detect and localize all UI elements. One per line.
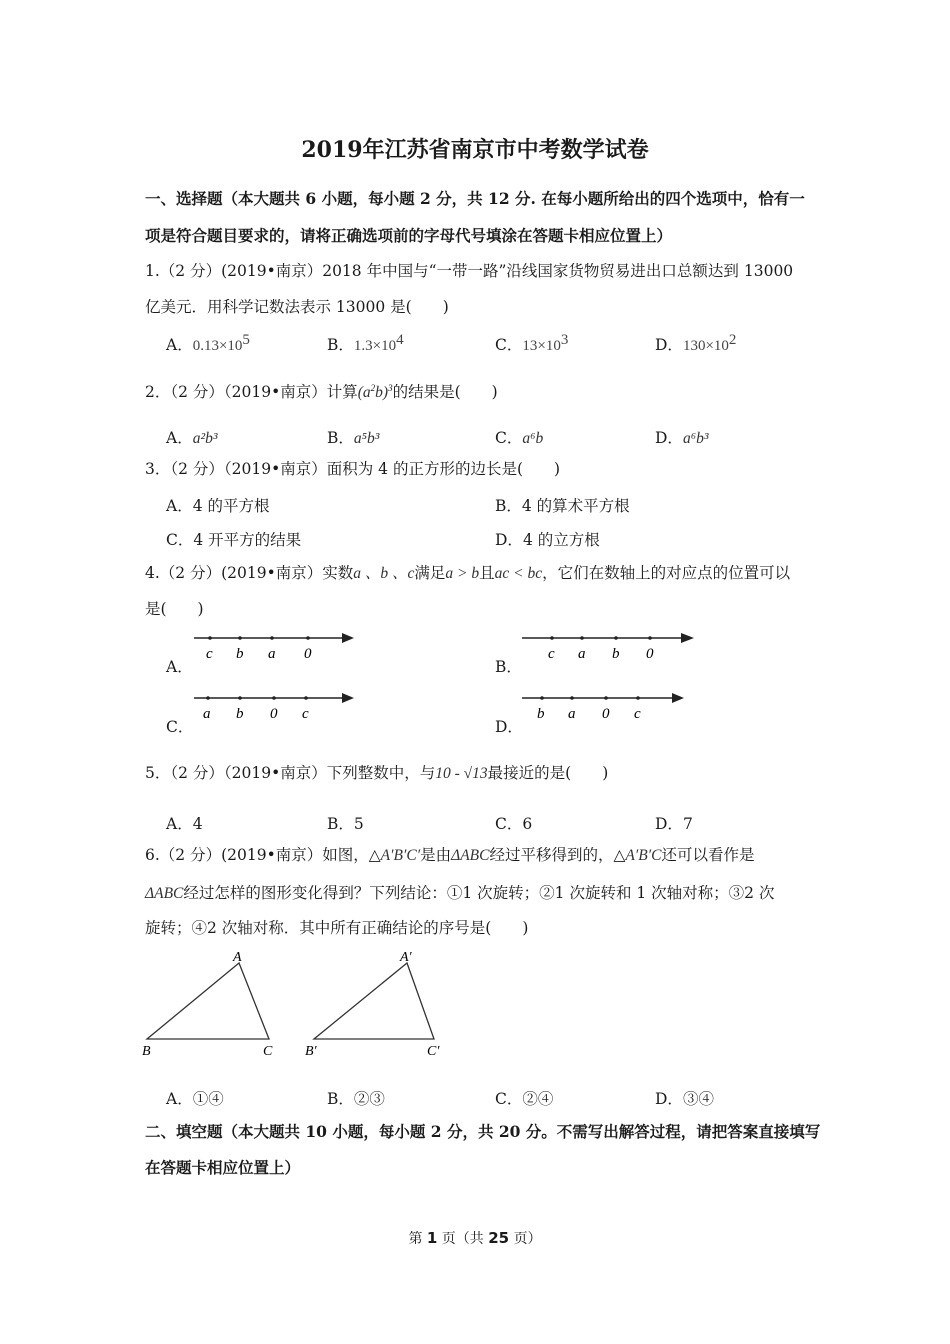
q4-line2: 是( ) xyxy=(145,600,204,618)
point-label: b xyxy=(236,646,244,662)
tick-dot xyxy=(540,696,544,700)
q3-option-c: C．4 开平方的结果 xyxy=(166,531,302,549)
section2-heading-line1: 二、填空题（本大题共 10 小题，每小题 2 分，共 20 分。不需写出解答过程，请把答案直接填写 xyxy=(145,1122,821,1141)
q6-line2: ΔABC经过怎样的图形变化得到？下列结论：①1 次旋转；②1 次旋转和 1 次轴对称；③2 次 xyxy=(145,884,775,902)
q1-option-b: B．$1.3\times 10^4$ xyxy=(327,332,404,355)
tick-dot xyxy=(206,696,210,700)
q3-option-d: D．4 的立方根 xyxy=(495,531,600,549)
q4-numberline-d xyxy=(518,688,688,724)
axis-arrow xyxy=(342,693,354,703)
q6-option-b: B．②③ xyxy=(327,1090,385,1108)
vertex-label-c: C xyxy=(263,1044,273,1059)
point-label: c xyxy=(634,706,641,722)
tick-dot xyxy=(208,636,212,640)
triangle-abc xyxy=(147,963,269,1039)
tick-dot xyxy=(636,696,640,700)
q1-line2: 亿美元．用科学记数法表示 13000 是( ) xyxy=(145,298,449,316)
point-label: b xyxy=(612,646,620,662)
point-label: a xyxy=(203,706,211,722)
axis-arrow xyxy=(672,693,684,703)
point-label: c xyxy=(302,706,309,722)
q5-option-a: A．4 xyxy=(166,815,203,833)
q4-option-a-label: A． xyxy=(166,658,193,676)
q1-option-c: C．$13\times 10^3$ xyxy=(495,332,569,355)
q2-option-c: C．a⁶b xyxy=(495,429,544,447)
point-label: b xyxy=(236,706,244,722)
tick-dot xyxy=(570,696,574,700)
page-total: 25 xyxy=(488,1229,510,1247)
q4-line1: 4.（2 分）(2019•南京）实数a 、b 、c满足a > b且ac < bc，它们在数轴上的对应点的位置可以 xyxy=(145,564,791,582)
axis-arrow xyxy=(342,633,354,643)
q5-stem: 5．（2 分）（2019•南京）下列整数中，与10 - √13最接近的是( ) xyxy=(145,764,609,782)
point-label: 0 xyxy=(270,706,278,722)
q1-line1: 1.（2 分）(2019•南京）2018 年中国与“一带一路”沿线国家货物贸易进出口总额达到 13000 xyxy=(145,262,794,280)
q4-numberline-b xyxy=(518,628,698,664)
tick-dot xyxy=(238,696,242,700)
tick-dot xyxy=(614,636,618,640)
vertex-label-c-prime: C′ xyxy=(427,1044,440,1059)
point-label: b xyxy=(537,706,545,722)
tick-dot xyxy=(550,636,554,640)
tick-dot xyxy=(580,636,584,640)
page-title: 2019年江苏省南京市中考数学试卷 xyxy=(301,137,649,163)
vertex-label-a-prime: A′ xyxy=(400,950,412,965)
page-number: 1 xyxy=(426,1229,438,1247)
q5-option-c: C．6 xyxy=(495,815,533,833)
point-label: a xyxy=(578,646,586,662)
vertex-label-a: A xyxy=(233,950,242,965)
vertex-label-b: B xyxy=(142,1044,151,1059)
tick-dot xyxy=(648,636,652,640)
q3-option-a: A．4 的平方根 xyxy=(166,497,270,515)
axis-arrow xyxy=(681,633,694,643)
q6-line3: 旋转；④2 次轴对称．其中所有正确结论的序号是( ) xyxy=(145,919,529,937)
point-label: 0 xyxy=(304,646,312,662)
tick-dot xyxy=(306,636,310,640)
triangle-a2b2c2 xyxy=(314,963,434,1039)
point-label: a xyxy=(268,646,276,662)
q4-numberline-a xyxy=(190,628,360,664)
q2-option-b: B．a⁵b³ xyxy=(327,429,380,447)
point-label: a xyxy=(568,706,576,722)
tick-dot xyxy=(238,636,242,640)
q4-option-c-label: C． xyxy=(166,718,194,736)
vertex-label-b-prime: B′ xyxy=(305,1044,317,1059)
q5-option-d: D．7 xyxy=(655,815,693,833)
q4-option-b-label: B． xyxy=(495,658,522,676)
section1-heading-line2: 项是符合题目要求的，请将正确选项前的字母代号填涂在答题卡相应位置上） xyxy=(145,226,673,245)
tick-dot xyxy=(272,696,276,700)
q6-option-c: C．②④ xyxy=(495,1090,554,1108)
q6-option-d: D．③④ xyxy=(655,1090,714,1108)
q4-option-d-label: D． xyxy=(495,718,523,736)
point-label: 0 xyxy=(602,706,610,722)
tick-dot xyxy=(604,696,608,700)
q3-option-b: B．4 的算术平方根 xyxy=(495,497,630,515)
section1-heading-line1: 一、选择题（本大题共 6 小题，每小题 2 分，共 12 分. 在每小题所给出的四个选项中，恰有一 xyxy=(145,189,805,208)
q1-option-a: A．$0.13\times 10^5$ xyxy=(166,332,250,355)
tick-dot xyxy=(304,696,308,700)
q6-triangle-figure xyxy=(138,945,458,1060)
q2-option-a: A．a²b³ xyxy=(166,429,218,447)
q2-option-d: D．a⁶b³ xyxy=(655,429,709,447)
q6-line1: 6.（2 分）(2019•南京）如图，△A′B′C′是由ΔABC经过平移得到的，△A′B′C还可以看作是 xyxy=(145,846,755,864)
point-label: 0 xyxy=(646,646,654,662)
q6-option-a: A．①④ xyxy=(166,1090,224,1108)
point-label: c xyxy=(548,646,555,662)
point-label: c xyxy=(206,646,213,662)
q5-option-b: B．5 xyxy=(327,815,364,833)
q1-option-d: D．$130\times 10^2$ xyxy=(655,332,737,355)
tick-dot xyxy=(270,636,274,640)
page-footer: 第 1 页（共 25 页） xyxy=(408,1229,542,1247)
q3-stem: 3．（2 分）（2019•南京）面积为 4 的正方形的边长是( ) xyxy=(145,460,561,478)
section2-heading-line2: 在答题卡相应位置上） xyxy=(145,1158,301,1177)
q4-numberline-c xyxy=(190,688,360,724)
q2-stem: 2．（2 分）（2019•南京）计算$(a^2b)^3$的结果是( ) xyxy=(145,383,498,402)
